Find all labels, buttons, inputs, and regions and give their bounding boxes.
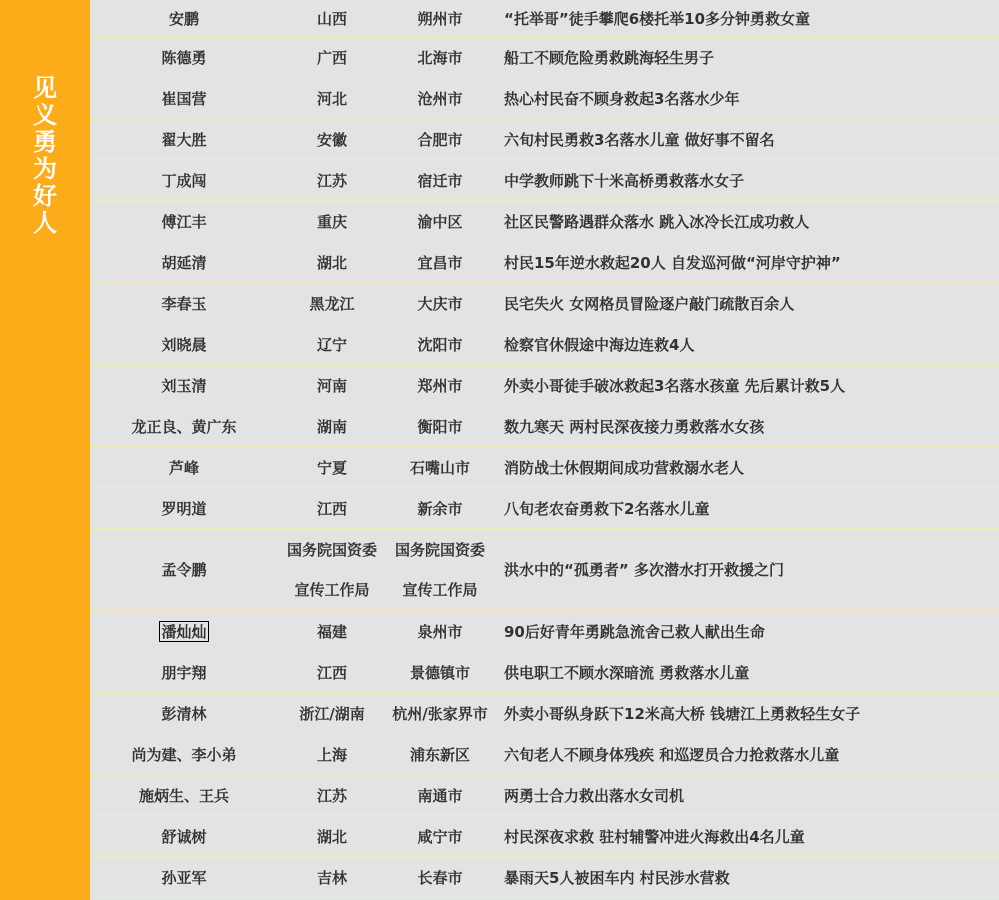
- table-row: [90, 488, 999, 529]
- honoree-name: 崔国营: [90, 78, 278, 119]
- honoree-city: 长春市: [386, 857, 494, 898]
- honoree-city: 衡阳市: [386, 406, 494, 447]
- honoree-city: 新余市: [386, 488, 494, 529]
- honoree-deed: 六旬老人不顾身体残疾 和巡逻员合力抢救落水儿童: [494, 734, 999, 775]
- sidebar-title-char: 人: [33, 209, 57, 237]
- honoree-name: 刘晓晨: [90, 324, 278, 365]
- honoree-province: 湖南: [278, 406, 386, 447]
- honoree-deed: 外卖小哥纵身跃下12米高大桥 钱塘江上勇救轻生女子: [494, 693, 999, 734]
- honoree-province: 安徽: [278, 119, 386, 160]
- honoree-city: 沧州市: [386, 78, 494, 119]
- sidebar-title-char: 见: [33, 74, 57, 102]
- honoree-name: 孙亚军: [90, 857, 278, 898]
- honoree-name: 刘玉清: [90, 365, 278, 406]
- province-line: 宣传工作局: [294, 580, 370, 599]
- sidebar-title: [0, 75, 90, 237]
- honoree-city: 郑州市: [386, 365, 494, 406]
- city-line: 国务院国资委: [394, 540, 485, 559]
- honoree-deed: 民宅失火 女网格员冒险逐户敲门疏散百余人: [494, 283, 999, 324]
- sidebar-band: [0, 0, 90, 900]
- honoree-deed: 数九寒天 两村民深夜接力勇救落水女孩: [494, 406, 999, 447]
- honoree-name-cell: [90, 611, 278, 652]
- honoree-deed: 八旬老农奋勇救下2名落水儿童: [494, 488, 999, 529]
- honoree-province: 上海: [278, 734, 386, 775]
- honoree-name: 施炳生、王兵: [90, 775, 278, 816]
- sidebar-title-char: 为: [33, 155, 57, 183]
- honoree-province: 河北: [278, 78, 386, 119]
- honoree-province: 江苏: [278, 160, 386, 201]
- honoree-province: 湖北: [278, 242, 386, 283]
- honoree-province: 江西: [278, 488, 386, 529]
- honoree-name: 陈德勇: [90, 37, 278, 78]
- honoree-city: 泉州市: [386, 611, 494, 652]
- honoree-deed: 船工不顾危险勇救跳海轻生男子: [494, 37, 999, 78]
- honoree-deed: 村民15年逆水救起20人 自发巡河做“河岸守护神”: [494, 242, 999, 283]
- honoree-deed: 90后好青年勇跳急流舍己救人献出生命: [494, 611, 999, 652]
- table-row: [90, 447, 999, 488]
- honoree-province: 福建: [278, 611, 386, 652]
- honoree-name: 翟大胜: [90, 119, 278, 160]
- table-row: [90, 324, 999, 365]
- honoree-province: 浙江/湖南: [278, 693, 386, 734]
- honoree-deed: 六旬村民勇救3名落水儿童 做好事不留名: [494, 119, 999, 160]
- honoree-name-selected[interactable]: 潘灿灿: [161, 622, 207, 641]
- honoree-name: 丁成闯: [90, 160, 278, 201]
- honoree-province: 江西: [278, 652, 386, 693]
- honoree-name: 龙正良、黄广东: [90, 406, 278, 447]
- table-row: [90, 78, 999, 119]
- honoree-deed: 两勇士合力救出落水女司机: [494, 775, 999, 816]
- honoree-city: 北海市: [386, 37, 494, 78]
- table-row: [90, 857, 999, 898]
- honoree-province: 湖北: [278, 816, 386, 857]
- honoree-table-container: [90, 0, 999, 900]
- honoree-city: 大庆市: [386, 283, 494, 324]
- table-row: [90, 816, 999, 857]
- honoree-deed: 检察官休假途中海边连救4人: [494, 324, 999, 365]
- honoree-deed: 供电职工不顾水深暗流 勇救落水儿童: [494, 652, 999, 693]
- honoree-province: 山西: [278, 0, 386, 37]
- honoree-province: 江苏: [278, 775, 386, 816]
- table-row: [90, 529, 999, 611]
- sidebar-title-char: 勇: [33, 128, 57, 156]
- honoree-province: 重庆: [278, 201, 386, 242]
- table-row: [90, 693, 999, 734]
- honoree-deed: 洪水中的“孤勇者” 多次潜水打开救援之门: [494, 529, 999, 611]
- honoree-province: 广西: [278, 37, 386, 78]
- honoree-deed: 消防战士休假期间成功营救溺水老人: [494, 447, 999, 488]
- table-row: [90, 119, 999, 160]
- honoree-city: 渝中区: [386, 201, 494, 242]
- table-row: [90, 242, 999, 283]
- honoree-province: 吉林: [278, 857, 386, 898]
- honoree-city: [386, 529, 494, 611]
- honoree-city: 石嘴山市: [386, 447, 494, 488]
- honoree-table: [90, 0, 999, 898]
- honoree-province: [278, 529, 386, 611]
- honoree-name: 胡延清: [90, 242, 278, 283]
- honoree-city: 景德镇市: [386, 652, 494, 693]
- honoree-name: 芦峰: [90, 447, 278, 488]
- honoree-name: 舒诚树: [90, 816, 278, 857]
- province-line: 国务院国资委: [286, 540, 377, 559]
- city-line: 宣传工作局: [402, 580, 478, 599]
- honoree-province: 辽宁: [278, 324, 386, 365]
- honoree-city: 南通市: [386, 775, 494, 816]
- honoree-name: 孟令鹏: [90, 529, 278, 611]
- honoree-city: 朔州市: [386, 0, 494, 37]
- honoree-deed: 社区民警路遇群众落水 跳入冰冷长江成功救人: [494, 201, 999, 242]
- honoree-name: 尚为建、李小弟: [90, 734, 278, 775]
- honoree-deed: 热心村民奋不顾身救起3名落水少年: [494, 78, 999, 119]
- sidebar-title-char: 好: [33, 182, 57, 210]
- sidebar-title-char: 义: [33, 101, 57, 129]
- honoree-province: 黑龙江: [278, 283, 386, 324]
- table-row: [90, 283, 999, 324]
- honoree-deed: 暴雨天5人被困车内 村民涉水营救: [494, 857, 999, 898]
- honoree-deed: “托举哥”徒手攀爬6楼托举10多分钟勇救女童: [494, 0, 999, 37]
- honoree-province: 宁夏: [278, 447, 386, 488]
- honoree-deed: 外卖小哥徒手破冰救起3名落水孩童 先后累计救5人: [494, 365, 999, 406]
- honoree-province: 河南: [278, 365, 386, 406]
- table-row: [90, 611, 999, 652]
- honoree-city: 沈阳市: [386, 324, 494, 365]
- honoree-city: 合肥市: [386, 119, 494, 160]
- honoree-name: 彭清林: [90, 693, 278, 734]
- table-row: [90, 0, 999, 37]
- honoree-name: 罗明道: [90, 488, 278, 529]
- honoree-city: 咸宁市: [386, 816, 494, 857]
- table-row: [90, 365, 999, 406]
- table-row: [90, 37, 999, 78]
- honoree-city: 宿迁市: [386, 160, 494, 201]
- table-row: [90, 160, 999, 201]
- honoree-deed: 村民深夜求救 驻村辅警冲进火海救出4名儿童: [494, 816, 999, 857]
- table-row: [90, 201, 999, 242]
- table-row: [90, 406, 999, 447]
- honoree-name: 傅江丰: [90, 201, 278, 242]
- table-row: [90, 734, 999, 775]
- honoree-city: 杭州/张家界市: [386, 693, 494, 734]
- honoree-name: 安鹏: [90, 0, 278, 37]
- table-row: [90, 652, 999, 693]
- honoree-city: 宜昌市: [386, 242, 494, 283]
- honoree-name: 朋宇翔: [90, 652, 278, 693]
- table-row: [90, 775, 999, 816]
- honoree-city: 浦东新区: [386, 734, 494, 775]
- honoree-name: 李春玉: [90, 283, 278, 324]
- honoree-deed: 中学教师跳下十米高桥勇救落水女子: [494, 160, 999, 201]
